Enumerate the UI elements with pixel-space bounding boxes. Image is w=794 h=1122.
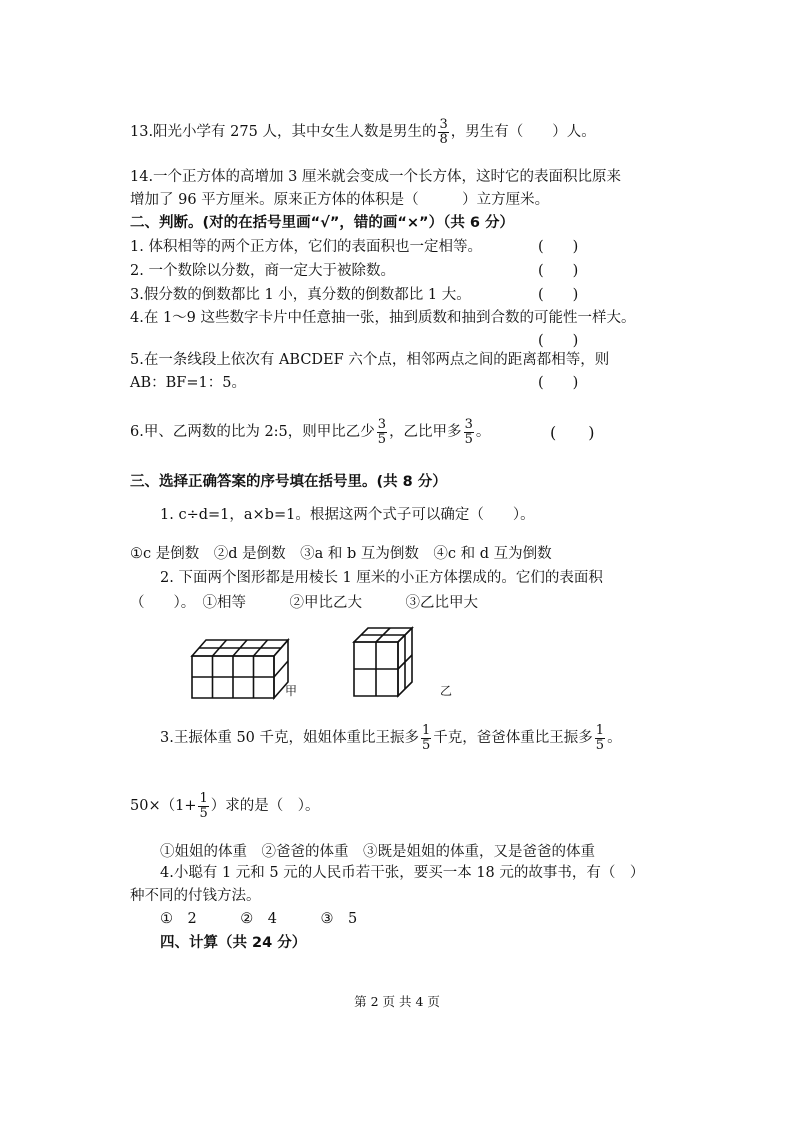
choice-q1-text: 1. c÷d=1，a×b=1。根据这两个式子可以确定（ ）。 (160, 507, 535, 523)
judge-paren-1[interactable]: ( ) (538, 239, 579, 255)
choice-q3-fraction-1: $\frac{1}{5}$ (422, 723, 431, 753)
section-2-title: 二、判断。(对的在括号里画“√”，错的画“×”）（共 6 分） (130, 215, 515, 231)
figure-yi-cubes (352, 626, 422, 698)
judge-item-5: 5.在一条线段上依次有 ABCDEF 六个点，相邻两点之间的距离都相等，则 (130, 352, 610, 368)
judge-item-5-line2: AB：BF=1：5。 (130, 375, 246, 391)
q13-text-post: ，男生有（ ）人。 (450, 124, 596, 141)
question-14-line2: 增加了 96 平方厘米。原来正方体的体积是（ ）立方厘米。 (130, 192, 550, 208)
q13-fraction: $\frac{3}{8}$ (439, 117, 448, 147)
choice-q4-line2: 种不同的付钱方法。 (130, 888, 261, 904)
page-footer: 第 2 页 共 4 页 (354, 994, 440, 1009)
judge-paren-5[interactable]: ( ) (538, 375, 579, 391)
judge-item-2: 2. 一个数除以分数，商一定大于被除数。 (130, 263, 395, 279)
figure-jia-label: 甲 (285, 684, 298, 698)
choice-q1-options: ①c 是倒数 ②d 是倒数 ③a 和 b 互为倒数 ④c 和 d 互为倒数 (130, 546, 552, 562)
judge-paren-6[interactable]: ( ) (550, 423, 595, 442)
section-4-title: 四、计算（共 24 分） (160, 935, 307, 951)
judge-item-4: 4.在 1～9 这些数字卡片中任意抽一张，抽到质数和抽到合数的可能性一样大。 (130, 310, 636, 326)
judge-item-6-text: 6.甲、乙两数的比为 2:5，则甲比乙少 (130, 424, 375, 441)
judge-item-6-mid: ，乙比甲多 (389, 424, 462, 441)
choice-q2-text: 2. 下面两个图形都是用棱长 1 厘米的小正方体摆成的。它们的表面积 (160, 570, 603, 586)
choice-q3-fraction-2: $\frac{1}{5}$ (595, 723, 605, 753)
judge-item-6 (130, 418, 490, 446)
judge-item-6-fraction-2: $\frac{3}{5}$ (464, 417, 473, 447)
judge-item-3: 3.假分数的倒数都比 1 小，真分数的倒数都比 1 大。 (130, 287, 471, 303)
judge-paren-2[interactable]: ( ) (538, 263, 579, 279)
choice-q4-options: ① 2 ② 4 ③ 5 (160, 911, 358, 927)
judge-paren-3[interactable]: ( ) (538, 287, 579, 303)
question-13 (130, 118, 596, 146)
choice-q4-line1: 4.小聪有 1 元和 5 元的人民币若干张，要买一本 18 元的故事书，有（ ） (160, 865, 645, 881)
section-3-title: 三、选择正确答案的序号填在括号里。(共 8 分） (130, 474, 447, 490)
judge-paren-4[interactable]: ( ) (538, 333, 579, 349)
choice-q3-options: ①姐姐的体重 ②爸爸的体重 ③既是姐姐的体重，又是爸爸的体重 (160, 844, 595, 860)
choice-q3-mid: 千克，爸爸体重比王振多 (433, 730, 593, 747)
choice-q3-expression (130, 792, 320, 820)
choice-q3-end: 。 (607, 730, 622, 747)
judge-item-6-fraction-1: $\frac{3}{5}$ (377, 417, 387, 447)
choice-q3-text (160, 724, 622, 752)
judge-item-6-end: 。 (475, 424, 491, 441)
choice-q3-expr-pre: 50×（1+ (130, 798, 197, 815)
figure-yi-label: 乙 (440, 684, 453, 698)
q13-text-pre: 13.阳光小学有 275 人，其中女生人数是男生的 (130, 124, 437, 141)
question-14-line1: 14.一个正方体的高增加 3 厘米就会变成一个长方体，这时它的表面积比原来 (130, 169, 622, 185)
judge-item-1: 1. 体积相等的两个正方体，它们的表面积也一定相等。 (130, 239, 482, 255)
figure-jia-cubes (190, 632, 290, 702)
choice-q2-options: （ ）。 ①相等 ②甲比乙大 ③乙比甲大 (130, 595, 478, 611)
choice-q3-pre: 3.王振体重 50 千克，姐姐体重比王振多 (160, 730, 420, 747)
choice-q3-expr-post: ）求的是（ ）。 (210, 798, 320, 815)
choice-q3-expr-fraction: $\frac{1}{5}$ (199, 791, 208, 821)
